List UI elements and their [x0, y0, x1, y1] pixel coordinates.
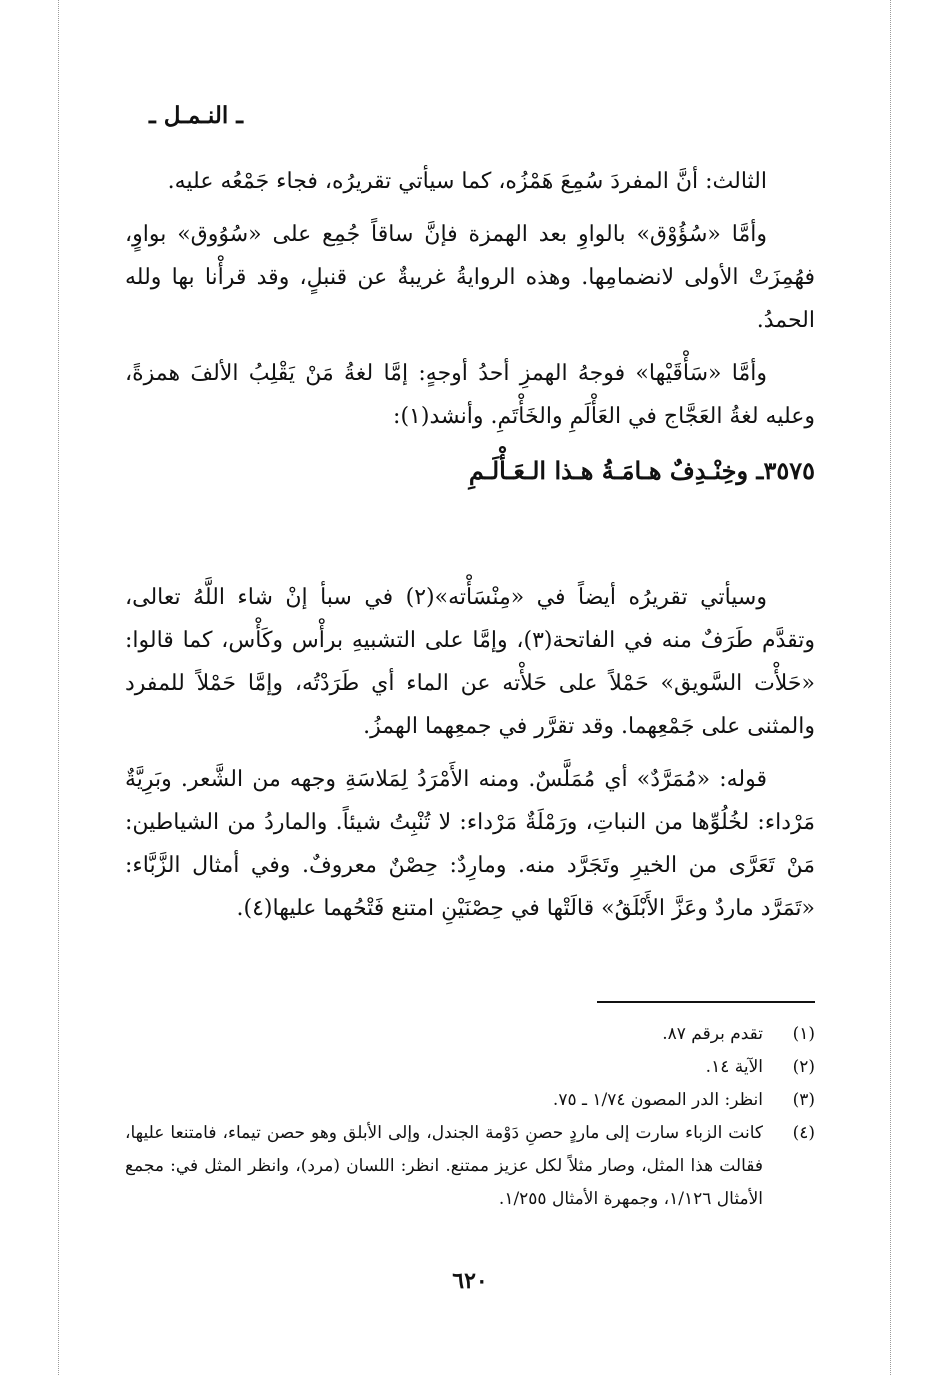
paragraph: قوله: «مُمَرَّدٌ» أي مُمَلَّسٌ. ومنه الأَمْرَدُ لِمَلاسَةِ وجهه من الشَّعر. وبَرِيَّةٌ مَرْداء: لخُلُوِّها من النباتِ، ورَمْلَةٌ مَرْداء: لا تُنْبِتُ شيئاً. والماردُ من الشياطين: مَنْ تَعَرَّى من الخيرِ وتَجَرَّد منه. ومارِدٌ: حِصْنٌ معروفٌ. وفي أمثال الزَّبَّاء: «تَمَرَّد ماردٌ وعَزَّ الأَبْلَقُ» قالَتْها في حِصْنَيْنِ امتنع فَتْحُهما عليها(٤).	[125, 767, 815, 921]
paragraph: الثالث: أنَّ المفردَ سُمِعَ هَمْزُه، كما سيأتي تقريرُه، فجاء جَمْعُه عليه.	[167, 169, 767, 194]
footnote-separator	[597, 1001, 815, 1003]
footnote-text: الآية ١٤.	[705, 1057, 763, 1077]
footnote-text: كانت الزباء سارت إلى ماردٍ حصنِ دَوْمة الجندل، وإلى الأبلق وهو حصن تيماء، فامتنعا عليها، فقالت هذا المثل، وصار مثلاً لكل عزيز ممتنع. انظر: اللسان (مرد)، وانظر المثل في: مجمع الأمثال ١/١٢٦، وجمهرة الأمثال ١/٢٥٥.	[125, 1123, 763, 1209]
footnote	[125, 1084, 815, 1117]
running-header: ـ النـمـل ـ	[148, 102, 243, 129]
paragraph: وأمَّا «سُؤُوْق» بالواوِ بعد الهمزة فإنَّ ساقاً جُمِع على «سُوُوق» بواوٍ، فهُمِزَتْ الأولى لانضمامِها. وهذه الروايةُ غريبةٌ عن قنبلٍ، وقد قرأْنا بها ولله الحمدُ.	[125, 222, 815, 333]
paragraph: وأمَّا «سَأْقَيْها» فوجهُ الهمزِ أحدُ أوجهٍ: إمَّا لغةُ مَنْ يَقْلِبُ الألفَ همزةً، وعليه لغةُ العَجَّاج في العَأْلَمِ والخَأْتَمِ. وأنشد(١):	[125, 361, 815, 429]
footnote	[125, 1117, 815, 1216]
footnote-text: انظر: الدر المصون ١/٧٤ ـ ٧٥.	[552, 1090, 763, 1110]
footnote	[125, 1018, 815, 1051]
page-edge-left	[58, 0, 59, 1375]
footnotes	[125, 1018, 815, 1216]
footnote-number: (١)	[792, 1024, 815, 1044]
footnote-number: (٣)	[792, 1090, 815, 1110]
verse-spacer	[125, 494, 815, 576]
page-number: ٦٢٠	[452, 1268, 488, 1294]
paragraph: وسيأتي تقريرُه أيضاً في «مِنْسَأْته»(٢) في سبأ إنْ شاء اللَّهُ تعالى، وتقدَّم طَرَفٌ منه في الفاتحة(٣)، وإمَّا على التشبيهِ برأْس وكَأْس، كما قالوا: «حَلأْت السَّويق» حَمْلاً على حَلأْته عن الماء أي طَرَدْتُه، وإمَّا حَمْلاً للمفرد والمثنى على جَمْعِهما. وقد تقرَّر في جمعِهما الهمزُ.	[125, 585, 815, 739]
page-edge-right	[890, 0, 891, 1375]
poetry-verse: ٣٥٧٥ـ وخِنْـدِفٌ هـامَـةُ هـذا الـعَـأْلَـمِ	[468, 456, 815, 485]
footnote-number: (٤)	[792, 1123, 815, 1143]
footnote	[125, 1051, 815, 1084]
main-text	[125, 160, 815, 940]
footnote-number: (٢)	[792, 1057, 815, 1077]
footnote-text: تقدم برقم ٨٧.	[662, 1024, 763, 1044]
